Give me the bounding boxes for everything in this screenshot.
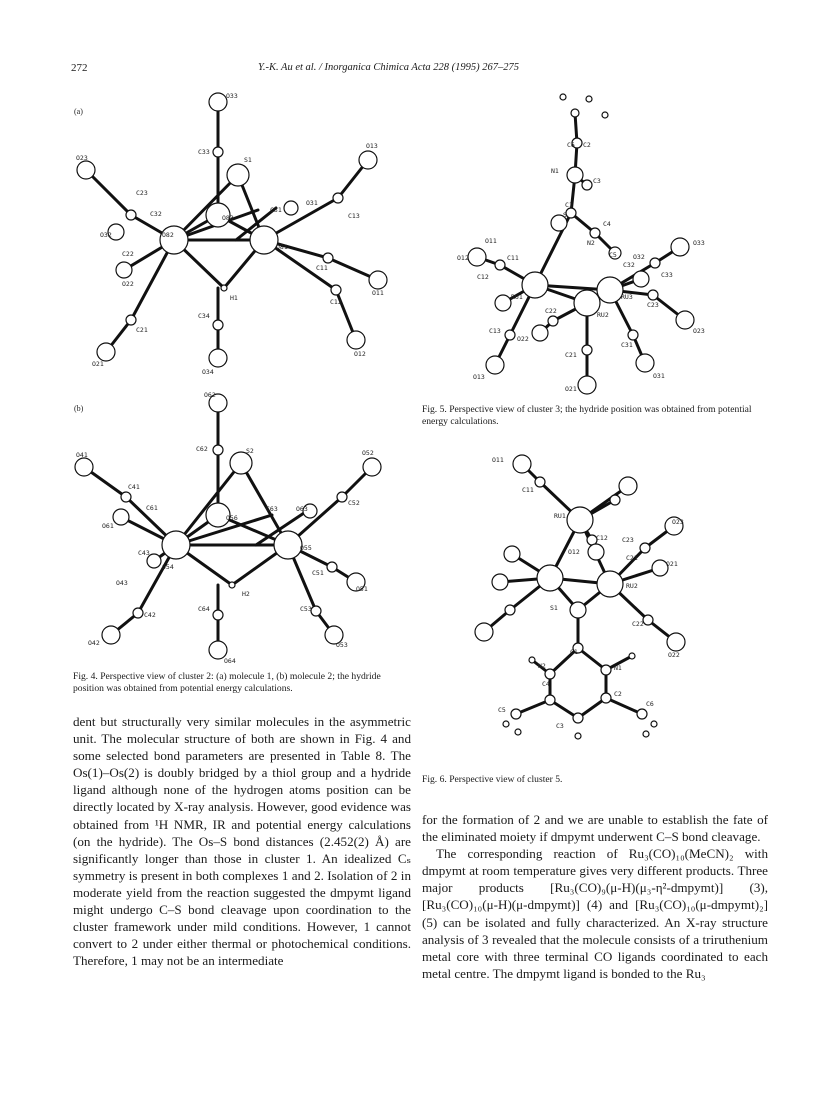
atom-label: C12 [596,534,608,542]
atom-label: S [563,211,567,219]
atom-label: O13 [473,373,485,381]
atom-label: C23 [622,536,634,544]
atom-label: O12 [457,254,469,262]
atom-label: O11 [372,289,384,297]
atom-label: H2 [242,590,250,598]
figure-5-drawing [455,85,735,400]
figure-5-caption: Fig. 5. Perspective view of cluster 3; the hydride position was obtained from potential energy calculations. [422,404,752,427]
right-paragraph-2: The corresponding reaction of Ru₃(CO)₁₀(MeCN)₂ with dmpymt at room temperature gives very different products. Three major products [Ru₃(CO)₉(μ-H)(μ₃-η²-dmpymt)] (3), [Ru₃(CO)₁₀(μ-H)(μ-dmpymt)] (4) and [Ru₃(CO)₁₀(μ-dmpymt)₂] (5) can be isolated and fully characterized. An X-ray structure analysis of 3 revealed that the molecule consists of a triruthenium metal core with three terminal CO ligands coordinated to each metal centre. The dmpymt ligand is bonded to the Ru₃ [422,846,768,981]
atom-label: C11 [507,254,519,262]
figure-4-caption: Fig. 4. Perspective view of cluster 2: (a) molecule 1, (b) molecule 2; the hydride position was obtained from potential energy calculations. [73,671,381,694]
atom-label: C41 [128,483,140,491]
atom-label: RU3 [621,293,633,301]
figure-4b-drawing [66,385,411,670]
atom-label: O82 [162,231,174,239]
atom-label: C23 [647,301,659,309]
atom-label: C6 [567,141,575,149]
atom-label: S1 [550,604,558,612]
atom-label: O31 [653,372,665,380]
atom-label: O33 [226,92,238,100]
atom-label: O32 [100,231,112,239]
atom-label: O12 [354,350,366,358]
figure-5 [455,85,735,400]
atom-label: C33 [198,148,210,156]
atom-label: O56 [226,514,238,522]
atom-label: C34 [198,312,210,320]
atom-label: C42 [144,611,156,619]
right-column [422,811,768,982]
panel-label: (b) [74,404,84,413]
atom-label: C52 [348,499,360,507]
atom-label: C5 [498,706,506,714]
atom-label: C22 [545,307,557,315]
atom-label: O61 [102,522,114,530]
running-head: Y.-K. Au et al. / Inorganica Chimica Acta 228 (1995) 267–275 [258,62,520,73]
atom-label: C12 [330,298,342,306]
atom-label: N1 [614,664,622,672]
left-paragraph: dent but structurally very similar molecules in the asymmetric unit. The molecular structure of both are shown in Fig. 4 and some selected bond parameters are presented in Table 8. The Os(1)–Os(2) is doubly bridged by a thiol group and a hydride ligand although none of the hydrogen atoms position can be directly located by X-ray analysis. However, good evidence was obtained from ¹H NMR, IR and potential energy calculations (on the hydride). The Os–S bond distances (2.452(2) Å) are significantly longer than those in cluster 1. An idealized Cₛ symmetry is present in both complexes 1 and 2. Isolation of 2 in moderate yield from the reaction suggested the dmpymt ligand might undergo C–S bond cleavage upon coordination to the cluster framework under mild conditions. However, 1 cannot convert to 2 under either thermal or photochemical conditions. Therefore, 1 may not be an intermediate [73,714,411,969]
atom-label: C21 [136,326,148,334]
atom-label: O62 [204,391,216,399]
left-column [73,713,411,969]
atom-label: O12 [568,548,580,556]
atom-label: O63 [296,505,308,513]
atom-label: RU1 [554,512,566,520]
figure-6-drawing [470,450,730,755]
atom-label: C33 [661,271,673,279]
atom-label: O21 [565,385,577,393]
atom-label: O53 [336,641,348,649]
atom-label: C4 [603,220,611,228]
atom-label: O22 [517,335,529,343]
figure-4b [66,385,411,670]
atom-label: O32 [633,253,645,261]
atom-label: C12 [477,273,489,281]
atom-label: C1 [570,648,578,656]
atom-label: C11 [316,264,328,272]
atom-label: C22 [122,250,134,258]
atom-label: C61 [146,504,158,512]
atom-label: RU1 [511,293,523,301]
atom-label: C62 [196,445,208,453]
atom-label: O64 [224,657,236,665]
atom-label: C22 [632,620,644,628]
right-paragraph-1: for the formation of 2 and we are unable to establish the fate of the eliminated moiety if dmpymt underwent C–S bond cleavage. [422,812,768,845]
panel-label: (a) [74,107,83,116]
atom-label: O22 [668,651,680,659]
page-number: 272 [71,62,88,74]
figure-6-caption: Fig. 6. Perspective view of cluster 5. [422,774,563,785]
atom-label: C63 [266,505,278,513]
atom-label: C21 [626,554,638,562]
atom-label: O55 [300,544,312,552]
atom-label: O33 [693,239,705,247]
atom-label: O22 [122,280,134,288]
atom-label: O23 [693,327,705,335]
atom-label: C51 [312,569,324,577]
atom-label: C23 [136,189,148,197]
atom-label: O34 [202,368,214,376]
atom-label: C53 [300,605,312,613]
atom-label: O11 [485,237,497,245]
atom-label: C13 [348,212,360,220]
atom-label: C21 [565,351,577,359]
atom-label: C3 [593,177,601,185]
atom-label: C4 [542,680,550,688]
atom-label: N2 [538,662,546,670]
figure-4a [66,90,411,380]
figure-6 [470,450,730,755]
figure-4a-drawing [66,90,411,380]
atom-label: C6 [646,700,654,708]
atom-label: C32 [623,261,635,269]
atom-label: C1 [565,201,573,209]
atom-label: C2 [614,690,622,698]
atom-label: C5 [609,251,617,259]
atom-label: RU2 [626,582,638,590]
atom-label: O21 [92,360,104,368]
atom-label: O11 [492,456,504,464]
atom-label: O51 [356,585,368,593]
atom-label: O42 [88,639,100,647]
atom-label: N2 [587,239,595,247]
atom-label: O52 [362,449,374,457]
atom-label: O21 [666,560,678,568]
atom-label: C3 [556,722,564,730]
atom-label: C31 [270,206,282,214]
atom-label: C11 [522,486,534,494]
atom-label: RU2 [597,311,609,319]
atom-label: O83 [222,214,234,222]
atom-label: O31 [306,199,318,207]
atom-label: O43 [116,579,128,587]
atom-label: C64 [198,605,210,613]
atom-label: O13 [366,142,378,150]
atom-label: O23 [76,154,88,162]
atom-label: C32 [150,210,162,218]
atom-label: O81 [276,243,288,251]
atom-label: H1 [230,294,238,302]
atom-label: C31 [621,341,633,349]
atom-label: C43 [138,549,150,557]
atom-label: C2 [583,141,591,149]
atom-label: O23 [672,518,684,526]
atom-label: O54 [162,563,174,571]
atom-label: S1 [244,156,252,164]
atom-label: N1 [551,167,559,175]
atom-label: C13 [489,327,501,335]
atom-label: O41 [76,451,88,459]
atom-label: S2 [246,447,254,455]
